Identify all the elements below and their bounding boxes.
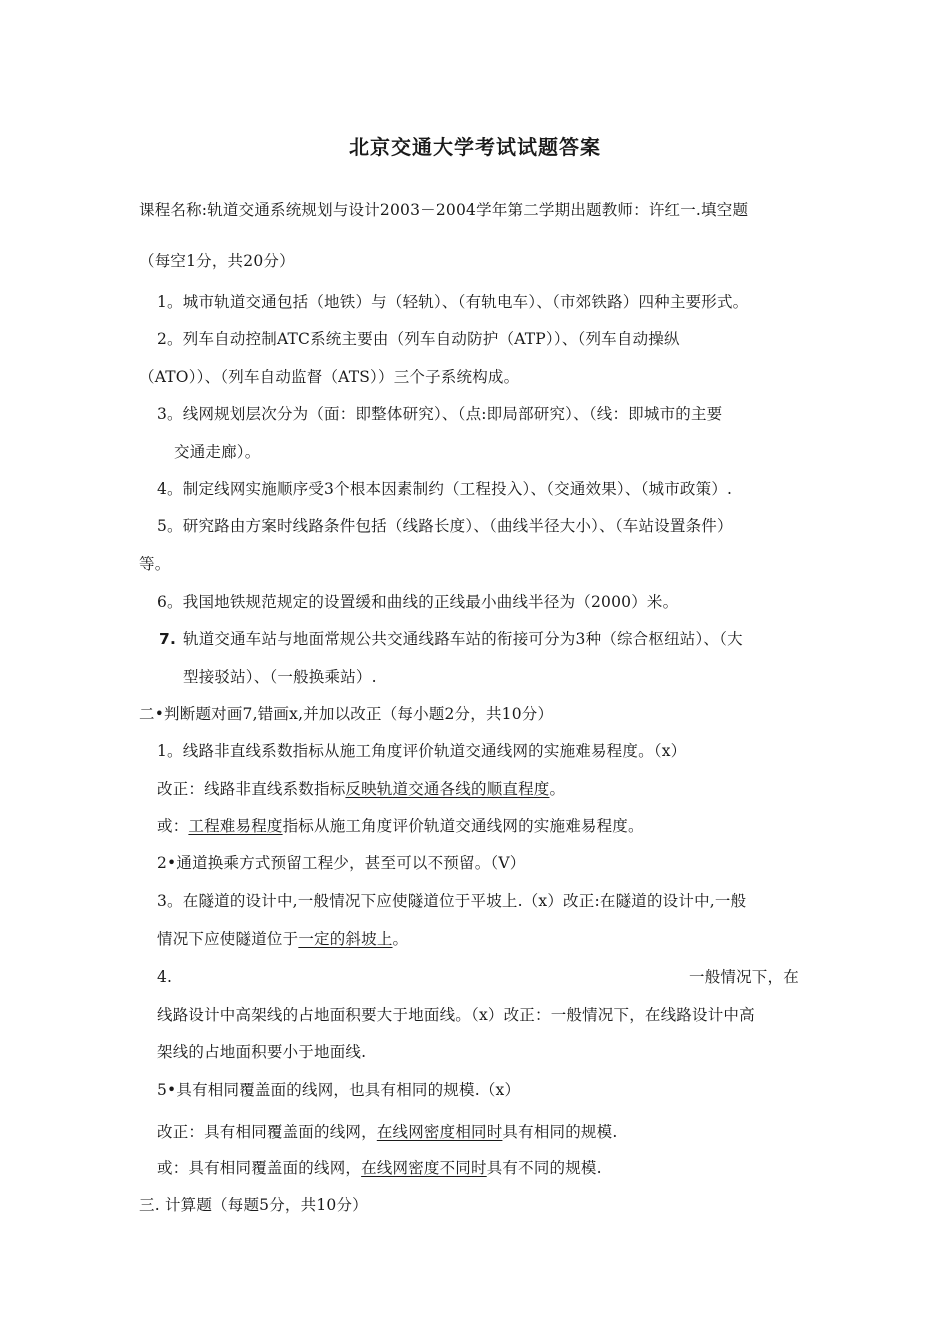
judge-q1-alt-pre: 或： [157,817,189,835]
judge-q5: 5•具有相同覆盖面的线网，也具有相同的规模.（x） [157,1081,521,1099]
judge-q3-line2-pre: 情况下应使隧道位于 [157,930,299,948]
judge-q1: 1。线路非直线系数指标从施工角度评价轨道交通线网的实施难易程度。（x） [157,742,687,760]
fill-q7-line1: 轨道交通车站与地面常规公共交通线路车站的衔接可分为3种（综合枢纽站）、（大 [183,630,743,648]
fill-q1: 1。城市轨道交通包括（地铁）与（轻轨）、（有轨电车）、（市郊铁路）四种主要形式。 [157,293,749,311]
fill-q5-line2: 等。 [139,555,171,573]
judge-q5-correction-underlined: 在线网密度相同时 [376,1123,503,1141]
judge-q3-line2-post: 。 [392,930,409,948]
fill-q5-line1: 5。研究路由方案时线路条件包括（线路长度）、（曲线半径大小）、（车站设置条件） [157,517,733,535]
fill-q3-line2: 交通走廊）。 [174,443,261,461]
page-title: 北京交通大学考试试题答案 [349,135,601,159]
judge-q5-alt-post: 具有不同的规模. [486,1159,602,1177]
judge-q1-alt-post: 指标从施工角度评价轨道交通线网的实施难易程度。 [282,817,644,835]
fill-q7-number [159,628,176,650]
judge-q1-correction-post: 。 [549,780,566,798]
judge-q1-correction-pre: 改正：线路非直线系数指标 [157,780,346,798]
fill-q2-line2: （ATO））、（列车自动监督（ATS））三个子系统构成。 [139,368,520,386]
fill-q6: 6。我国地铁规范规定的设置缓和曲线的正线最小曲线半径为（2000）米。 [157,593,679,611]
judge-q1-correction-underlined: 反映轨道交通各线的顺直程度 [345,780,550,798]
fill-q4: 4。制定线网实施顺序受3个根本因素制约（工程投入）、（交通效果）、（城市政策）. [157,480,733,498]
judge-q5-correction-post: 具有相同的规模. [502,1123,618,1141]
judge-q3-line1: 3。在隧道的设计中,一般情况下应使隧道位于平坡上.（x）改正:在隧道的设计中,一般 [157,892,747,910]
section2-heading: 二•判断题对画7,错画x,并加以改正（每小题2分，共10分） [139,705,554,723]
judge-q5-alternative [157,1157,602,1179]
fill-q2-line1: 2。列车自动控制ATC系统主要由（列车自动防护（ATP））、（列车自动操纵 [157,330,680,348]
judge-q5-correction-pre: 改正：具有相同覆盖面的线网， [157,1123,377,1141]
fill-q3-line1: 3。线网规划层次分为（面：即整体研究）、（点:即局部研究）、（线：即城市的主要 [157,405,723,423]
judge-q5-alt-pre: 或：具有相同覆盖面的线网， [157,1159,362,1177]
judge-q3-line2 [157,928,408,950]
judge-q1-correction [157,778,565,800]
course-header: 课程名称:轨道交通系统规划与设计2003－2004学年第二学期出题教师：许红一.填空题 [139,201,749,219]
judge-q2: 2•通道换乘方式预留工程少，甚至可以不预留。（V） [157,854,526,872]
judge-q1-alt-underlined: 工程难易程度 [188,817,283,835]
judge-q3-underlined: 一定的斜坡上 [298,930,393,948]
judge-q4-number: 4. [157,968,173,986]
fill-q7-num-text: 7. [159,630,177,648]
fill-q7-line2: 型接驳站）、（一般换乘站）. [183,668,377,686]
judge-q4-right-fragment: 一般情况下，在 [689,968,799,986]
section1-score-note: （每空1分，共20分） [139,252,295,270]
judge-q4-line2: 架线的占地面积要小于地面线. [157,1043,367,1061]
judge-q1-alternative [157,815,644,837]
judge-q4-line1: 线路设计中高架线的占地面积要大于地面线。（x）改正：一般情况下，在线路设计中高 [157,1006,755,1024]
section3-heading: 三. 计算题（每题5分，共10分） [139,1196,368,1214]
judge-q5-correction [157,1121,617,1143]
judge-q5-alt-underlined: 在线网密度不同时 [361,1159,487,1177]
